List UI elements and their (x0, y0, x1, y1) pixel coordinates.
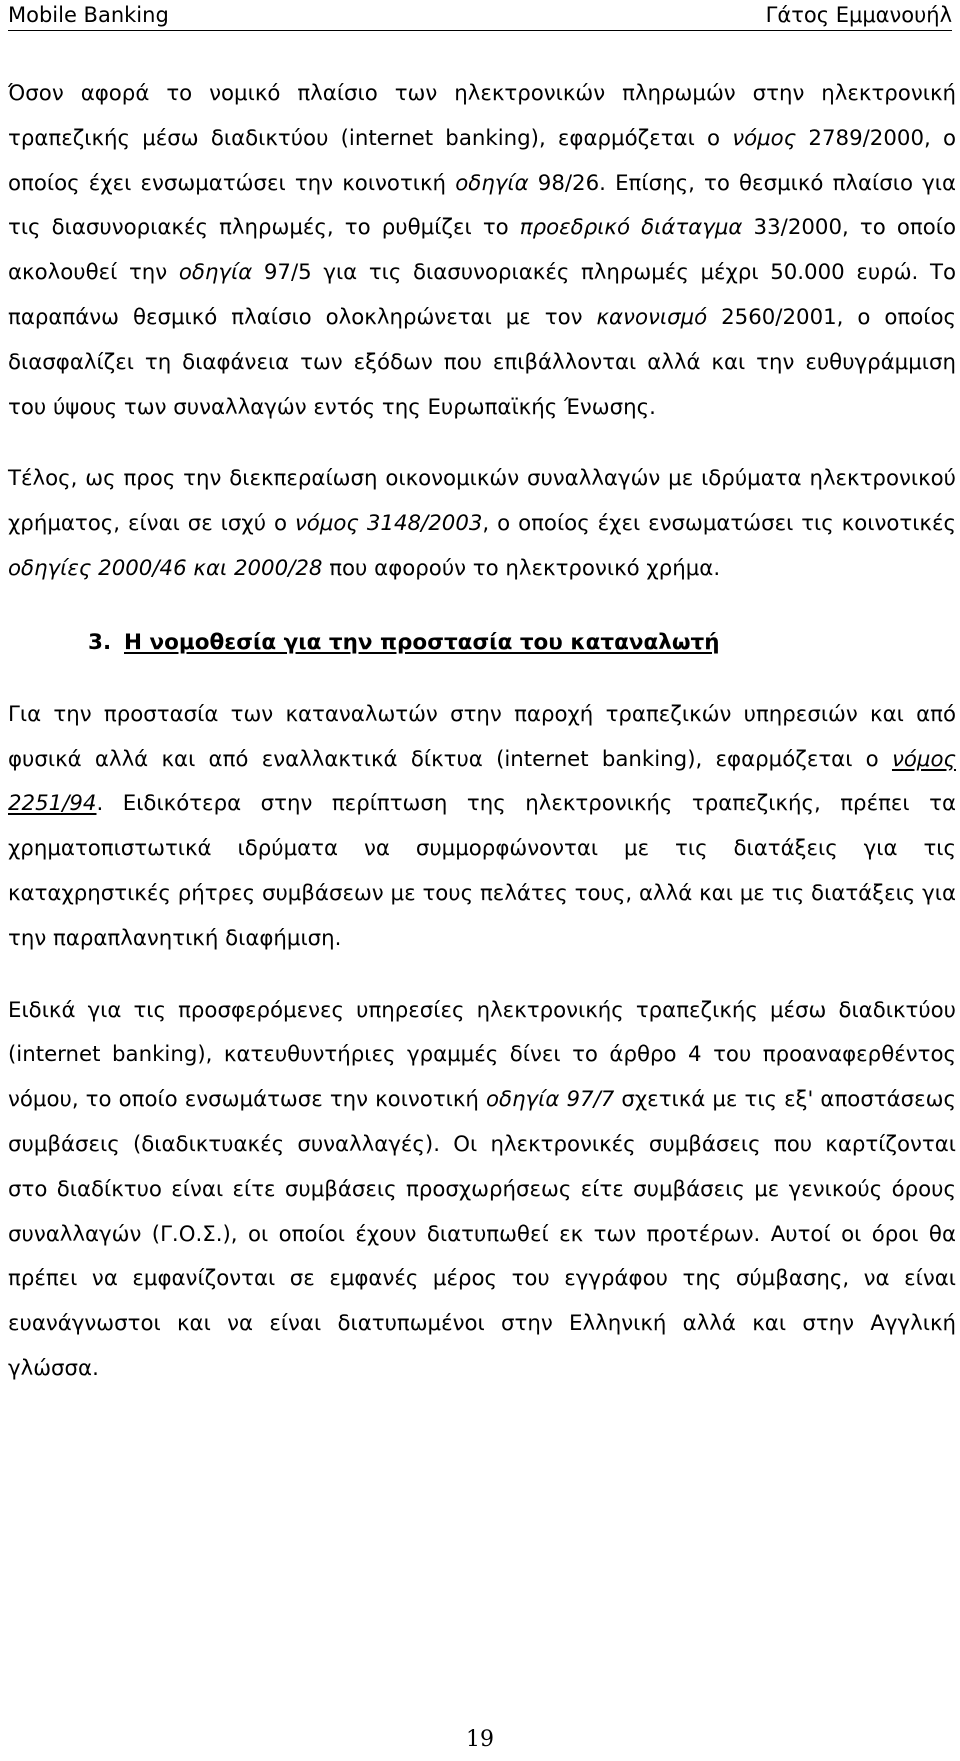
text-run: 2560/2001, ο οποίος διασφαλίζει τη διαφάνεια των εξόδων που επιβάλλονται αλλά και την ευθυγράμμιση του ύψους των συναλλαγών εντός της Ευρωπαϊκής Ένωσης. (8, 304, 956, 420)
section-title: Η νομοθεσία για την προστασία του καταναλωτή (124, 629, 720, 655)
paragraph-legal-framework (8, 72, 956, 430)
italic-term: οδηγία (178, 260, 253, 286)
document-body (8, 72, 956, 1419)
text-run: , ο οποίος έχει ενσωματώσει τις κοινοτικές (482, 511, 956, 537)
italic-term: νόμος (732, 125, 797, 151)
italic-term: κανονισμό (596, 304, 708, 330)
header-author: Γάτος Εμμανουήλ (765, 3, 952, 27)
italic-term: προεδρικό διάταγμα (519, 215, 743, 241)
text-run: Ειδικά για τις προσφερόμενες υπηρεσίες ηλεκτρονικής τραπεζικής μέσω διαδικτύου (internet banking), κατευθυντήριες γραμμές δίνει το άρθρο 4 του προαναφερθέντος νόμου, το οποίο ενσωμάτωσε την κοινοτική (8, 997, 956, 1113)
text-run: 98/26. Επίσης, το θεσμικό πλαίσιο για τις διασυνοριακές πληρωμές, το ρυθμίζει το (8, 170, 956, 241)
italic-term: νόμος 3148/2003 (294, 511, 483, 537)
text-run: . Ειδικότερα στην περίπτωση της ηλεκτρονικής τραπεζικής, πρέπει τα χρηματοπιστωτικά ιδρύματα να συμμορφώνονται με τις διατάξεις για τις καταχρηστικές ρήτρες συμβάσεων με τους πελάτες τους, αλλά και με τις διατάξεις για την παραπλανητική διαφήμιση. (8, 791, 956, 951)
text-run: Όσον αφορά το νομικό πλαίσιο των ηλεκτρονικών πληρωμών στην ηλεκτρονική τραπεζικής μέσω διαδικτύου (internet banking), εφαρμόζεται ο (8, 81, 956, 151)
italic-term: νόμος 2251/94 (8, 746, 956, 817)
paragraph-electronic-money (8, 457, 956, 591)
header-title: Mobile Banking (8, 3, 169, 27)
text-run: 33/2000, το οποίο ακολουθεί την (8, 215, 956, 286)
text-run: Τέλος, ως προς την διεκπεραίωση οικονομικών συναλλαγών με ιδρύματα ηλεκτρονικού χρήματος, είναι σε ισχύ ο (8, 466, 956, 537)
page-number: 19 (466, 1727, 494, 1752)
section-heading (8, 618, 956, 668)
italic-term: οδηγία 97/7 (486, 1087, 615, 1113)
text-run: 97/5 για τις διασυνοριακές πληρωμές μέχρι 50.000 ευρώ. Το παραπάνω θεσμικό πλαίσιο ολοκληρώνεται με τον (8, 260, 956, 330)
text-run: σχετικά με τις εξ' αποστάσεως συμβάσεις (διαδικτυακές συναλλαγές). Οι ηλεκτρονικές συμβάσεις που καρτίζονται στο διαδίκτυο είναι είτε συμβάσεις προσχωρήσεως είτε συμβάσεις με γενικούς όρους συναλλαγών (Γ.Ο.Σ.), οι οποίοι έχουν διατυπωθεί εκ των προτέρων. Αυτοί οι όροι θα πρέπει να εμφανίζονται σε εμφανές μέρος του εγγράφου της σύμβασης, να είναι ευανάγνωστοι και να είναι διατυπωμένοι στην Ελληνική αλλά και στην Αγγλική γλώσσα. (8, 1087, 957, 1381)
text-run: που αφορούν το ηλεκτρονικό χρήμα. (322, 555, 721, 581)
paragraph-consumer-protection (8, 693, 956, 962)
text-run: Για την προστασία των καταναλωτών στην παροχή τραπεζικών υπηρεσιών και από φυσικά αλλά και από εναλλακτικά δίκτυα (internet banking), εφαρμόζεται ο (8, 701, 956, 772)
italic-term: οδηγία (455, 170, 529, 196)
italic-term: οδηγίες 2000/46 και 2000/28 (8, 555, 323, 581)
running-header (8, 0, 952, 31)
section-number: 3. (88, 629, 112, 655)
paragraph-internet-banking-services (8, 989, 956, 1392)
text-run: 2789/2000, ο οποίος έχει ενσωματώσει την κοινοτική (8, 125, 956, 196)
